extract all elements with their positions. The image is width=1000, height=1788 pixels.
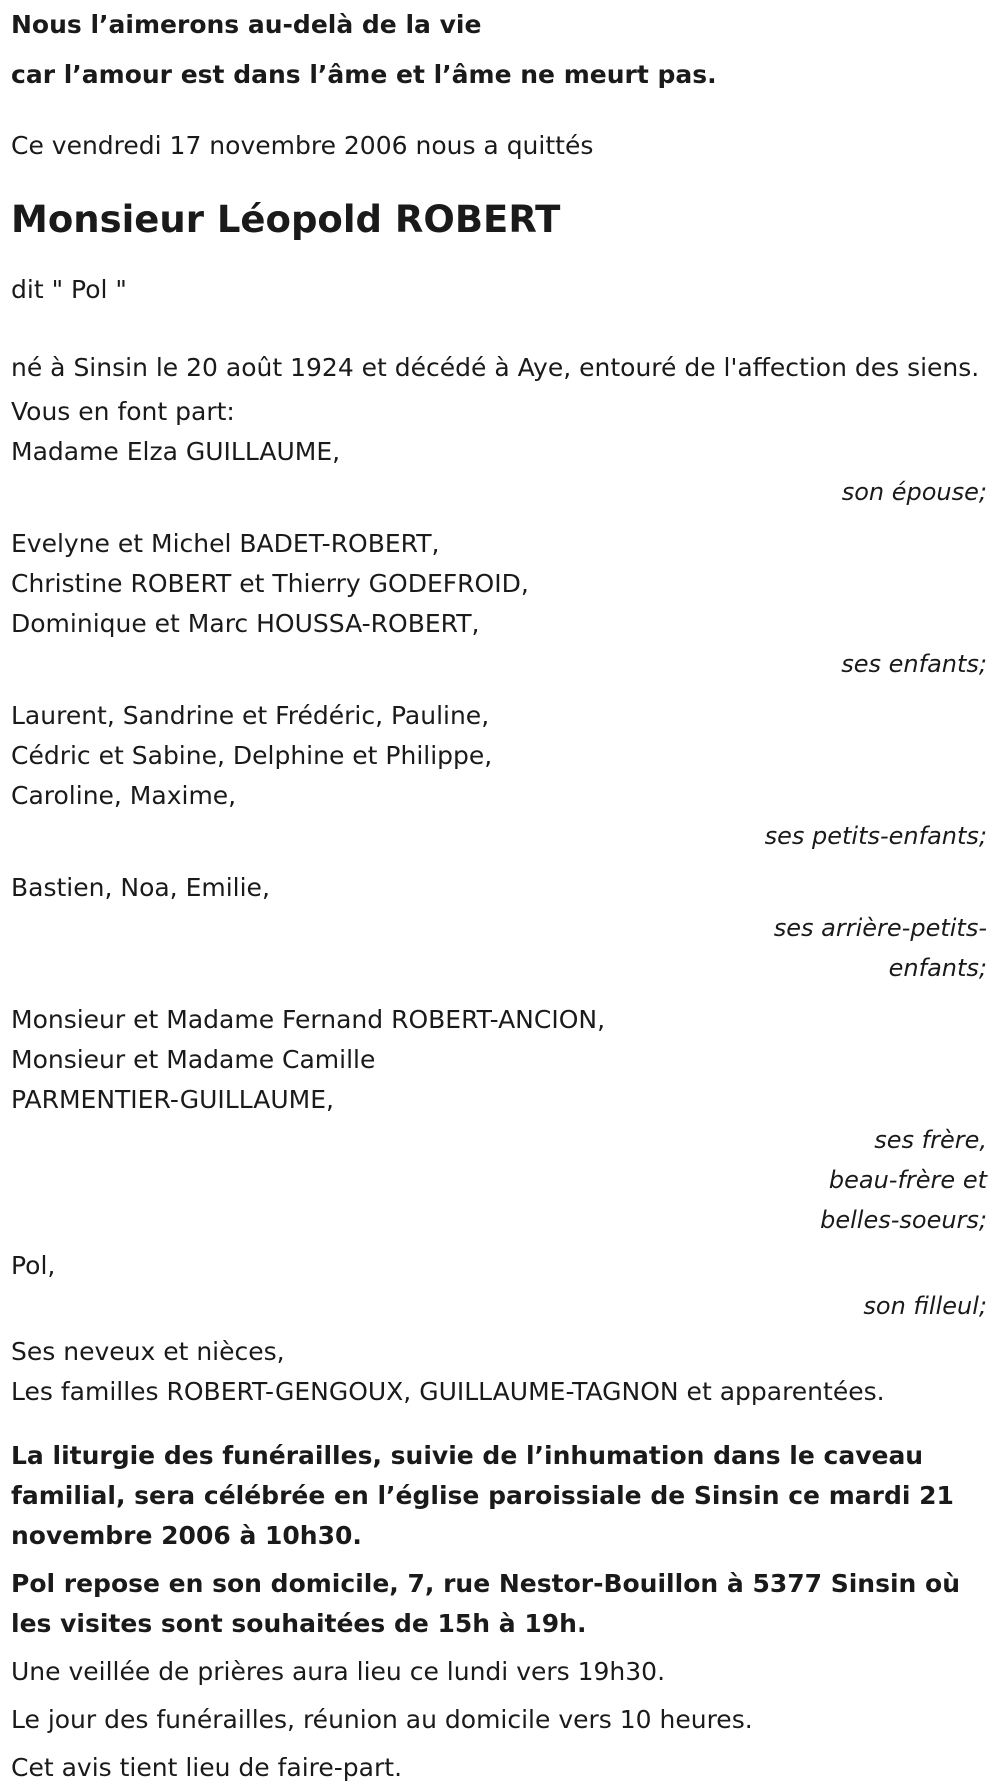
family-name-line: Bastien, Noa, Emilie, [11, 873, 270, 902]
family-name-line: Laurent, Sandrine et Frédéric, Pauline, [11, 701, 490, 730]
family-name-line: Monsieur et Madame Fernand ROBERT-ANCION, [11, 1005, 606, 1034]
visitation-info: Pol repose en son domicile, 7, rue Nestor-Bouillon à 5377 Sinsin où les visites sont souhaitées de 15h à 19h. [11, 1569, 961, 1638]
family-group-godson [11, 1246, 987, 1286]
nickname: dit " Pol " [11, 275, 127, 304]
closing-family-line: Les familles ROBERT-GENGOUX, GUILLAUME-TAGNON et apparentées. [11, 1377, 885, 1406]
relation-line: ses frère, [874, 1126, 987, 1154]
epigraph-line-2: car l’amour est dans l’âme et l’âme ne meurt pas. [11, 60, 717, 89]
family-name-line: Christine ROBERT et Thierry GODEFROID, [11, 569, 529, 598]
meeting-info: Le jour des funérailles, réunion au domicile vers 10 heures. [11, 1705, 753, 1734]
relation-great-grandchildren [11, 908, 987, 988]
family-group-great-grandchildren [11, 868, 987, 908]
relation-line: ses petits-enfants; [764, 822, 987, 850]
relation-line: enfants; [888, 954, 987, 982]
family-group-grandchildren [11, 696, 987, 816]
family-name-line: PARMENTIER-GUILLAUME, [11, 1085, 334, 1114]
relation-line: ses arrière-petits- [773, 914, 987, 942]
funeral-info: La liturgie des funérailles, suivie de l’inhumation dans le caveau familial, sera célébrée en l’église paroissiale de Sinsin ce mardi 21 novembre 2006 à 10h30. [11, 1441, 954, 1550]
vigil-info: Une veillée de prières aura lieu ce lundi vers 19h30. [11, 1657, 666, 1686]
family-name-line: Caroline, Maxime, [11, 781, 237, 810]
family-name-line: Madame Elza GUILLAUME, [11, 437, 341, 466]
family-group-children [11, 524, 987, 644]
epigraph-line-1: Nous l’aimerons au-delà de la vie [11, 10, 482, 39]
announce-label: Vous en font part: [11, 397, 235, 426]
family-name-line: Monsieur et Madame Camille [11, 1045, 376, 1074]
closing-family-line: Ses neveux et nièces, [11, 1337, 285, 1366]
epigraph [11, 0, 987, 100]
relation-spouse [11, 472, 987, 512]
birth-death-info: né à Sinsin le 20 août 1924 et décédé à Aye, entouré de l'affection des siens. [11, 353, 980, 382]
family-name-line: Dominique et Marc HOUSSA-ROBERT, [11, 609, 480, 638]
relation-siblings [11, 1120, 987, 1240]
relation-line: son filleul; [863, 1292, 987, 1320]
obituary-notice [11, 0, 987, 1788]
family-group-spouse [11, 432, 987, 472]
relation-line: beau-frère et [828, 1166, 987, 1194]
family-group-siblings [11, 1000, 987, 1120]
family-name-line: Cédric et Sabine, Delphine et Philippe, [11, 741, 493, 770]
intro-text: Ce vendredi 17 novembre 2006 nous a quittés [11, 131, 594, 160]
relation-line: belles-soeurs; [820, 1206, 987, 1234]
family-name-line: Pol, [11, 1251, 56, 1280]
family-name-line: Evelyne et Michel BADET-ROBERT, [11, 529, 440, 558]
relation-grandchildren [11, 816, 987, 856]
relation-line: son épouse; [841, 478, 987, 506]
deceased-name: Monsieur Léopold ROBERT [11, 198, 561, 241]
relation-line: ses enfants; [841, 650, 987, 678]
notice-text: Cet avis tient lieu de faire-part. [11, 1753, 403, 1782]
relation-children [11, 644, 987, 684]
relation-godson [11, 1286, 987, 1326]
closing-family [11, 1332, 987, 1412]
